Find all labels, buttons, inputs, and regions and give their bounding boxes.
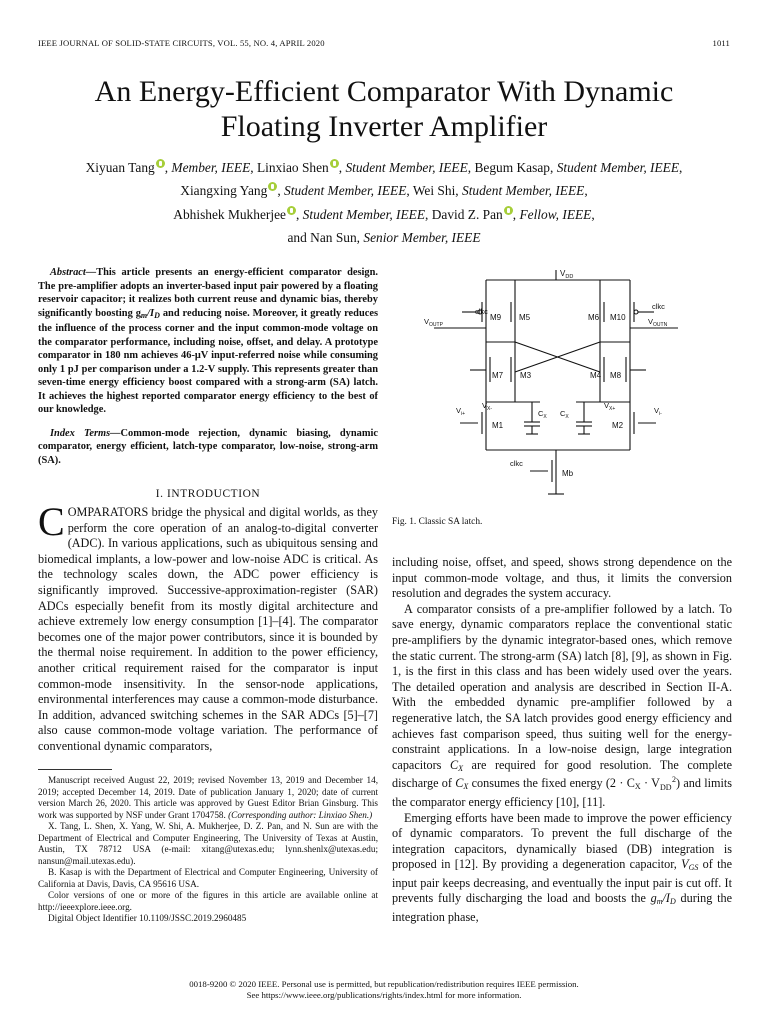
author-line-2: Xiangxing Yang , Student Member, IEEE, Wei Shi, Student Member, IEEE, [180,183,588,199]
math-text: C [449,757,459,772]
title-line-1: An Energy-Efficient Comparator With Dynamic [94,75,674,108]
orcid-icon[interactable] [504,206,513,215]
author-role: Student Member, IEEE [345,160,468,175]
author-name: Linxiao Shen [256,160,329,175]
abstract-text-tail: and reducing noise. Moreover, it greatly reduces the influence of the process corner and the input common-mode voltage on the comparator performance, including noise, offset, and delay. A prototype comparator in 180 nm achieves 46-μV input-referred noise while consuming only 1 pJ per comparison under a 1.2-V supply. This represents greater than seven-time energy efficiency boost compared with a strong-arm (SA) latch. It achieves the highest reported comparator energy efficiency to the best of our knowledge. [38,307,378,415]
paragraph: are required for good resolution. The complete discharge of [392,757,733,791]
m7-label: M7 [492,371,504,380]
paragraph: consumes the fixed energy [471,776,603,791]
voutn-label: $V_{OUTN}$ [648,317,668,328]
orcid-icon[interactable] [287,206,296,215]
m6-label: M6 [588,313,600,322]
vx-plus-label: $V_{X+}$ [604,401,616,412]
author-role: Student Member, IEEE [284,183,407,199]
abstract [38,266,378,467]
orcid-icon[interactable] [268,182,277,191]
mb-label: Mb [562,469,574,478]
footnotes [38,775,378,925]
footnote-divider [38,769,112,770]
copyright-line: 0018-9200 © 2020 IEEE. Personal use is permitted, but republication/redistribution requires IEEE permission. [189,979,579,989]
vx-minus-label: $V_{X-}$ [482,401,493,412]
vi-minus-label: $V_{i+}$ [456,406,466,417]
footnote-doi: Digital Object Identifier 10.1109/JSSC.2019.2960485 [48,913,247,923]
author-line-3: Abhishek Mukherjee , Student Member, IEEE, David Z. Pan , Fellow, IEEE, [173,206,595,222]
m8-label: M8 [610,371,622,380]
orcid-icon[interactable] [156,159,165,168]
author-line-4: and Nan Sun, Senior Member, IEEE [287,230,481,246]
math-text: /I [147,307,155,319]
author-name: and Nan Sun [287,230,357,246]
paragraph: Emerging efforts have been made to improve the power efficiency of dynamic comparators. To prevent the full discharge of the integration capacitors, dynamically biased (DB) integration is proposed in [12]. By providing a degeneration capacitor, [392,810,732,872]
page-number: 1011 [712,38,730,48]
m4-label: M4 [590,371,602,380]
math-sub: D [154,310,160,320]
abstract-label: Abstract— [50,267,97,278]
author-name: David Z. Pan [431,206,503,222]
index-terms-label: Index Terms— [50,427,121,439]
copyright-footer [0,979,768,1001]
author-name: Xiangxing Yang [180,183,268,199]
m2-label: M2 [612,421,624,430]
m9-label: M9 [490,313,502,322]
index-terms-text: Common-mode rejection, dynamic biasing, dynamic comparator, energy efficient, latch-type comparator, low-noise, strong-arm (SA). [38,427,378,466]
intro-first-word: OMPARATORS [67,505,149,519]
corresponding-author: (Corresponding author: Linxiao Shen.) [228,809,373,820]
cx-label: $C_X$ [560,409,569,420]
author-name: Abhishek Mukherjee [173,206,286,222]
intro-body: bridge the physical and digital worlds, as they perform the core operation of an analog-to-digital converter (ADC). In various applications, such as ubiquitous sensing and biomedical implants, a low-power and low-noise ADC is critical. As the technology scales down, the ADC power efficiency is significantly improved. Successive-approximation-register (SAR) ADCs especially benefit from its mostly digital architecture and achieve extremely low energy consumption [1]–[4]. The comparator becomes one of the major power contributors, since it is bounded by the thermal noise requirement. In addition to the power efficiency, another critical requirement raised for the comparator is input common-mode insensitivity. In the sensor-node applications, environmental interferences may cause a common-mode disturbance. In addition, advanced switching schemes in the SAR ADCs [5]–[7] also cause common-mode voltage variation. The performance of conventional dynamic comparators, [38,505,378,753]
clkc-label: clkc [475,307,488,316]
math-sub: GS [688,863,699,873]
vi-plus-label: $V_{i-}$ [654,406,662,417]
clkc-label: clkc [510,459,523,468]
footnote-affiliation-2: B. Kasap is with the Department of Electrical and Computer Engineering, University of California at Davis, Davis, CA 95616 USA. [38,867,378,889]
author-role: Member, IEEE [171,160,251,175]
right-column-text: including noise, offset, and speed, shows strong dependence on the input common-mode voltage, and thus, it limits the conversion resolution and degrades the system accuracy. A comparator consists of a pre-amplifier followed by a latch. To save energy, dynamic comparators replace the conventional static pre-amplifiers by the dynamic integrator-based ones, which remove the static current. The strong-arm (SA) latch [8], [9], as shown in Fig. 1, is the first in this class and has been widely used over the years. The detailed operation and analysis are described in Section II-A. With the embedded dynamic pre-amplifier followed by a regenerative latch, the SA latch provides good energy efficiency and achieves fast comparison speed, thus suiting well for the energy-constraint applications. In a low-noise design, large integration capacitors CX are required for good resolution. The complete discharge of CX consumes the fixed energy (2 · CX · V 2 DD ) and limits the comparator energy efficiency [10], [11]. Emerging efforts have been made to improve the power efficiency of dynamic comparators. To prevent the full discharge of the integration capacitors, dynamically biased (DB) integration is proposed in [12]. By providing a degeneration capacitor, VGS of the input pair keeps decreasing, and eventually the input pair is cut off. It prevents fully discharging the load and boosts the gm/ID during the integration phase, [392,555,733,925]
footnote-affiliation: X. Tang, L. Shen, X. Yang, W. Shi, A. Mukherjee, D. Z. Pan, and N. Sun are with the Department of Electrical and Computer Engineering, The University of Texas at Austin, Austin, TX 78712 USA (e-mail: xitang@utexas.edu; lynn.shenlx@utexas.edu; nansun@mail.utexas.edu). [38,821,378,866]
paper-title [0,74,768,144]
math-sub: X [463,782,469,792]
running-header [38,38,730,52]
author-role: Student Member, IEEE [302,206,426,222]
author-name: Xiyuan Tang [85,160,155,175]
author-role: Student Member, IEEE [462,183,585,199]
abstract-text: This article presents an energy-efficient comparator design. The pre-amplifier adopts an inverter-based input pair powered by a floating reservoir capacitor; it realizes both current reuse and dynamic bias, thereby significantly boosting g [38,267,378,319]
paragraph: of the input pair keeps decreasing, and eventually the input pair is cut off. It prevents fully discharging the load and boosts the [392,857,733,906]
math-text: g [650,891,657,906]
paragraph: A comparator consists of a pre-amplifier followed by a latch. To save energy, dynamic comparators replace the conventional static pre-amplifiers by the dynamic integrator-based ones, which remove the static current. The strong-arm (SA) latch [8], [9], as shown in Fig. 1, is the first in this class and has been widely used over the years. The detailed operation and analysis are described in Section II-A. With the embedded dynamic pre-amplifier followed by a regenerative latch, the SA latch provides good energy efficiency and achieves fast comparison speed, thus suiting well for the energy-constraint applications. In a low-noise design, large integration capacitors [392,601,732,772]
paragraph: including noise, offset, and speed, shows strong dependence on the input common-mode voltage, and thus, it limits the conversion resolution and degrades the system accuracy. [392,555,732,601]
journal-name: IEEE JOURNAL OF SOLID-STATE CIRCUITS, VOL. 55, NO. 4, APRIL 2020 [38,38,325,48]
intro-text [38,499,378,755]
math-text: C [455,776,464,791]
m10-label: M10 [610,313,626,322]
author-list [40,156,728,250]
author-role: Fellow, IEEE [519,206,592,222]
cx-label: $C_X$ [538,409,547,420]
m5-label: M5 [519,313,531,322]
author-role: Senior Member, IEEE [363,230,481,246]
section-heading: I. INTRODUCTION [155,488,261,500]
rights-link[interactable]: See https://www.ieee.org/publications/rights/index.html for more information. [246,990,522,1000]
math-sub: m [140,310,148,320]
voutp-label: $V_{OUTP}$ [424,317,443,328]
paragraph: during the integration phase, [392,891,733,925]
math-sub: X [458,763,463,773]
m3-label: M3 [520,371,532,380]
vdd-label: $V_{DD}$ [560,269,574,280]
math-text: V [681,857,689,872]
sa-latch-schematic [420,262,690,514]
title-line-2: Floating Inverter Amplifier [220,110,548,143]
paragraph: and limits the comparator energy efficiency [10], [11]. [392,776,733,809]
author-name: Begum Kasap [474,160,550,175]
energy-expression: (2 · CX · V 2 DD ) [605,775,680,793]
footnote-color: Color versions of one or more of the figures in this article are available online at http://ieeexplore.ieee.org. [38,890,378,912]
dropcap: C [38,499,65,544]
m1-label: M1 [492,421,504,430]
clkc-label: clkc [652,302,665,311]
footnote-manuscript: Manuscript received August 22, 2019; revised November 13, 2019 and December 14, 2019; accepted December 14, 2019. Date of publication January 1, 2020; date of current version March 26, 2020. This article was approved by Guest Editor Brian Ginsburg. This work was supported by NSF under Grant 1704758. [38,775,378,820]
orcid-icon[interactable] [330,159,339,168]
figure-caption: Fig. 1. Classic SA latch. [392,517,483,527]
author-role: Student Member, IEEE [556,160,680,175]
author-line-1: Xiyuan Tang , Member, IEEE, Linxiao Shen , Student Member, IEEE, Begum Kasap, Student Member, IEEE, [85,160,683,175]
author-name: Wei Shi [412,183,456,199]
